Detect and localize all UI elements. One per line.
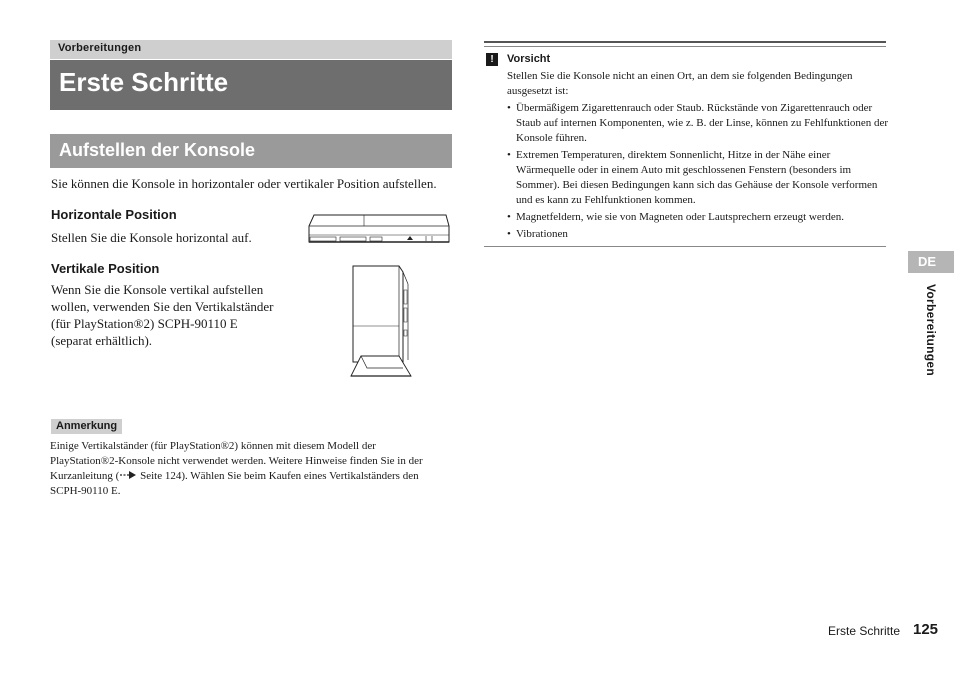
- caution-item: • Vibrationen: [507, 227, 889, 242]
- vertical-text-line: (separat erhältlich).: [51, 333, 153, 348]
- note-line-part: Seite 124). Wählen Sie beim Kaufen eines Vertikalständers den: [137, 470, 419, 482]
- subsection-title: Aufstellen der Konsole: [59, 140, 256, 160]
- caution-title: Vorsicht: [507, 53, 551, 65]
- language-tab-label: DE: [917, 254, 937, 269]
- note-line: Einige Vertikalständer (für PlayStation®2) können mit diesem Modell der: [50, 440, 376, 452]
- vertical-heading: Vertikale Position: [51, 261, 160, 276]
- intro-paragraph: Sie können die Konsole in horizontaler oder vertikaler Position aufstellen.: [51, 176, 437, 191]
- warning-icon: !: [486, 53, 498, 66]
- caution-top-rule-thin: [484, 46, 886, 47]
- page-title-band: [50, 60, 452, 110]
- page-reference-arrow-icon: [119, 470, 137, 480]
- vertical-text-line: Wenn Sie die Konsole vertikal aufstellen: [51, 282, 264, 297]
- section-header-label: Vorbereitungen: [58, 42, 142, 54]
- caution-item: • Übermäßigem Zigarettenrauch oder Staub. Rückstände von Zigarettenrauch oder Staub auf internen Komponenten, wie z. B. der Linse, können zu Fehlfunktionen der Konsole führen.: [507, 101, 889, 146]
- console-horizontal-illustration: [306, 212, 452, 248]
- subsection-title-band: [50, 134, 452, 168]
- caution-item: • Extremen Temperaturen, direktem Sonnenlicht, Hitze in der Nähe einer Wärmequelle oder in einem Auto mit geschlossenen Fenstern (besonders im Sommer). Bei diesen Bedingungen kann sich das Gehäuse der Konsole verformen und es kann zu Fehlfunktionen kommen.: [507, 148, 889, 208]
- page-title: Erste Schritte: [59, 67, 229, 97]
- vertical-text-line: wollen, verwenden Sie den Vertikalständer: [51, 299, 274, 314]
- page-number: 125: [913, 621, 939, 638]
- caution-top-rule: [484, 41, 886, 43]
- note-line: SCPH-90110 E.: [50, 485, 121, 497]
- horizontal-text: Stellen Sie die Konsole horizontal auf.: [51, 230, 252, 245]
- note-line: PlayStation®2-Konsole nicht verwendet werden. Weitere Hinweise finden Sie in der: [50, 455, 423, 467]
- note-line-part: Kurzanleitung (: [50, 470, 120, 482]
- note-line: [50, 469, 460, 484]
- footer-chapter-label: Erste Schritte: [828, 624, 901, 638]
- caution-intro: Stellen Sie die Konsole nicht an einen Ort, an dem sie folgenden Bedingungen ausgesetzt ist:: [507, 70, 853, 97]
- language-tab: [908, 251, 954, 273]
- console-vertical-illustration: [349, 264, 413, 382]
- vertical-text-line: (für PlayStation®2) SCPH-90110 E: [51, 316, 238, 331]
- section-header-bar: [50, 40, 452, 59]
- vertical-text: [51, 281, 321, 349]
- caution-bottom-rule: [484, 246, 886, 247]
- horizontal-heading: Horizontale Position: [51, 207, 177, 222]
- side-section-label: Vorbereitungen: [924, 284, 938, 376]
- note-text: [50, 439, 460, 499]
- note-label: Anmerkung: [51, 419, 122, 434]
- caution-item: • Magnetfeldern, wie sie von Magneten oder Lautsprechern erzeugt werden.: [507, 210, 889, 225]
- caution-list: [507, 101, 889, 244]
